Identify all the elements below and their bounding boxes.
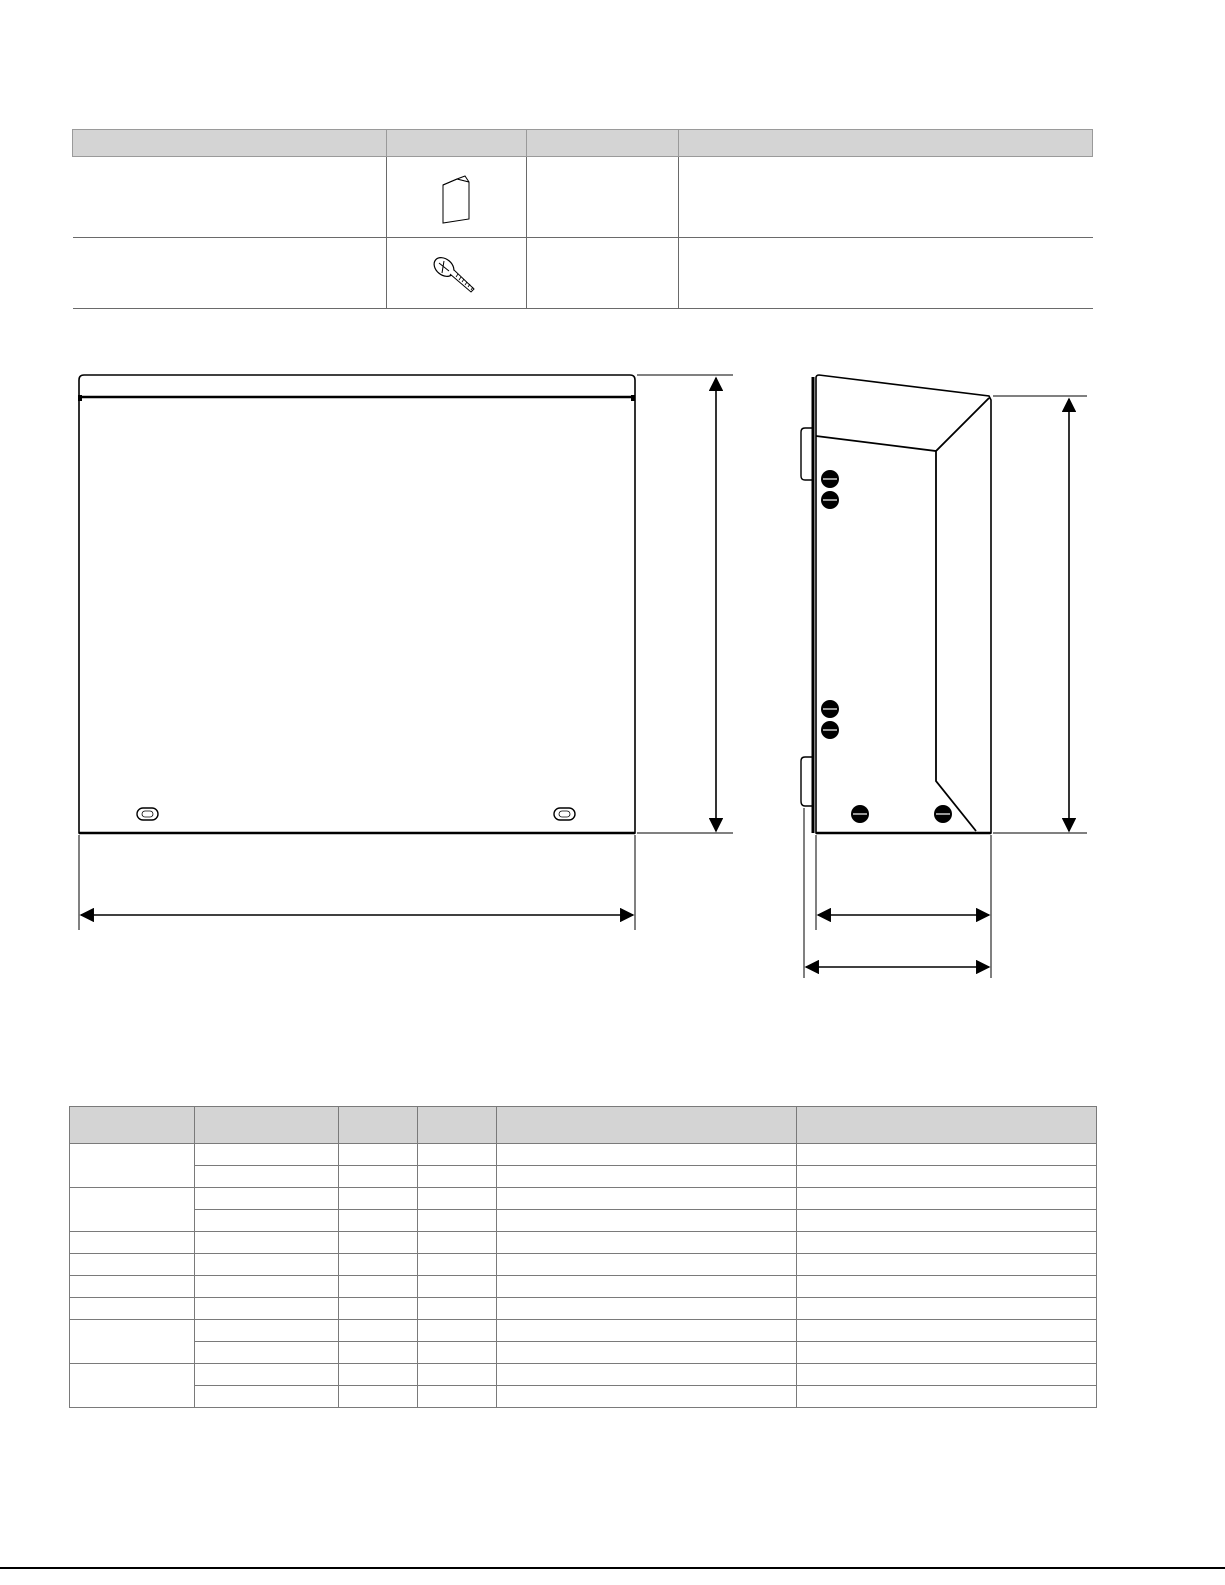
front-view-enclosure-outline	[79, 375, 635, 833]
screw-icon	[429, 254, 485, 298]
spec-cell	[195, 1232, 339, 1254]
accessories-row	[73, 238, 1093, 309]
spec-model-cell	[70, 1320, 195, 1364]
spec-cell	[339, 1210, 418, 1232]
spec-cell	[497, 1210, 797, 1232]
spec-header-cell	[497, 1107, 797, 1144]
spec-row	[70, 1386, 1097, 1408]
spec-cell	[339, 1320, 418, 1342]
spec-cell	[797, 1342, 1097, 1364]
spec-row	[70, 1298, 1097, 1320]
spec-row	[70, 1188, 1097, 1210]
spec-row	[70, 1210, 1097, 1232]
spec-cell	[195, 1166, 339, 1188]
spec-cell	[497, 1342, 797, 1364]
accessories-header-quantity	[527, 130, 679, 157]
spec-row	[70, 1276, 1097, 1298]
spec-row	[70, 1232, 1097, 1254]
spec-cell	[418, 1276, 497, 1298]
spec-header-cell	[797, 1107, 1097, 1144]
accessory-name	[73, 157, 387, 238]
spec-cell	[339, 1386, 418, 1408]
spec-cell	[797, 1276, 1097, 1298]
side-view-wall-bracket-top	[801, 428, 813, 480]
accessories-header-row	[73, 130, 1093, 157]
spec-cell	[418, 1188, 497, 1210]
spec-cell	[797, 1188, 1097, 1210]
spec-model-cell	[70, 1254, 195, 1276]
spec-cell	[418, 1144, 497, 1166]
spec-model-cell	[70, 1276, 195, 1298]
spec-header-cell	[339, 1107, 418, 1144]
spec-table-body	[70, 1144, 1097, 1408]
spec-row	[70, 1144, 1097, 1166]
spec-row	[70, 1320, 1097, 1342]
spec-cell	[418, 1298, 497, 1320]
spec-row	[70, 1254, 1097, 1276]
accessories-header-image	[387, 130, 527, 157]
front-view-hinge-right	[631, 395, 635, 401]
accessories-header-name	[73, 130, 387, 157]
spec-cell	[195, 1386, 339, 1408]
spec-cell	[497, 1364, 797, 1386]
spec-cell	[339, 1144, 418, 1166]
spec-model-cell	[70, 1144, 195, 1188]
spec-cell	[497, 1232, 797, 1254]
spec-cell	[339, 1364, 418, 1386]
spec-cell	[497, 1298, 797, 1320]
spec-cell	[418, 1386, 497, 1408]
spec-cell	[339, 1166, 418, 1188]
spec-cell	[497, 1320, 797, 1342]
accessory-quantity	[527, 238, 679, 309]
spec-cell	[497, 1276, 797, 1298]
spec-header-cell	[70, 1107, 195, 1144]
spec-cell	[797, 1254, 1097, 1276]
spec-cell	[797, 1166, 1097, 1188]
spec-cell	[418, 1320, 497, 1342]
side-view-enclosure-outline	[816, 375, 991, 833]
spec-cell	[797, 1386, 1097, 1408]
accessory-name	[73, 238, 387, 309]
accessory-quantity	[527, 157, 679, 238]
spec-cell	[339, 1254, 418, 1276]
spec-cell	[797, 1144, 1097, 1166]
page-bottom-rule	[0, 1567, 1225, 1569]
spec-header-cell	[418, 1107, 497, 1144]
dimension-drawings	[0, 360, 1225, 990]
accessories-table	[72, 129, 1093, 309]
spec-cell	[797, 1210, 1097, 1232]
spec-model-cell	[70, 1232, 195, 1254]
spec-cell	[195, 1276, 339, 1298]
spec-cell	[195, 1188, 339, 1210]
spec-header-row	[70, 1107, 1097, 1144]
manual-booklet-icon	[437, 173, 477, 227]
spec-cell	[339, 1342, 418, 1364]
specification-table	[69, 1106, 1097, 1408]
spec-cell	[418, 1166, 497, 1188]
spec-model-cell	[70, 1188, 195, 1232]
accessory-image-cell	[387, 238, 527, 309]
accessories-row	[73, 157, 1093, 238]
spec-cell	[797, 1320, 1097, 1342]
spec-cell	[339, 1232, 418, 1254]
front-view-foot-right	[554, 808, 575, 820]
spec-header-cell	[195, 1107, 339, 1144]
spec-cell	[339, 1298, 418, 1320]
spec-cell	[797, 1232, 1097, 1254]
side-view-drawing	[801, 375, 1087, 978]
spec-cell	[418, 1364, 497, 1386]
front-view-drawing	[78, 375, 733, 930]
spec-cell	[339, 1276, 418, 1298]
spec-cell	[497, 1144, 797, 1166]
front-view-hinge-left	[78, 395, 82, 401]
spec-cell	[497, 1386, 797, 1408]
accessory-image-cell	[387, 157, 527, 238]
spec-model-cell	[70, 1298, 195, 1320]
spec-cell	[195, 1210, 339, 1232]
spec-cell	[418, 1232, 497, 1254]
spec-cell	[797, 1364, 1097, 1386]
spec-cell	[418, 1342, 497, 1364]
front-view-foot-left	[137, 808, 158, 820]
spec-row	[70, 1342, 1097, 1364]
spec-cell	[497, 1166, 797, 1188]
spec-cell	[497, 1254, 797, 1276]
spec-cell	[195, 1298, 339, 1320]
spec-cell	[195, 1144, 339, 1166]
spec-cell	[418, 1254, 497, 1276]
spec-row	[70, 1166, 1097, 1188]
accessory-description	[679, 238, 1093, 309]
accessory-description	[679, 157, 1093, 238]
spec-row	[70, 1364, 1097, 1386]
spec-cell	[418, 1210, 497, 1232]
accessories-header-description	[679, 130, 1093, 157]
spec-cell	[195, 1320, 339, 1342]
side-view-wall-bracket-bottom	[801, 757, 813, 806]
spec-cell	[497, 1188, 797, 1210]
spec-cell	[195, 1364, 339, 1386]
spec-cell	[195, 1342, 339, 1364]
spec-cell	[195, 1254, 339, 1276]
spec-model-cell	[70, 1364, 195, 1408]
spec-cell	[797, 1298, 1097, 1320]
spec-cell	[339, 1188, 418, 1210]
